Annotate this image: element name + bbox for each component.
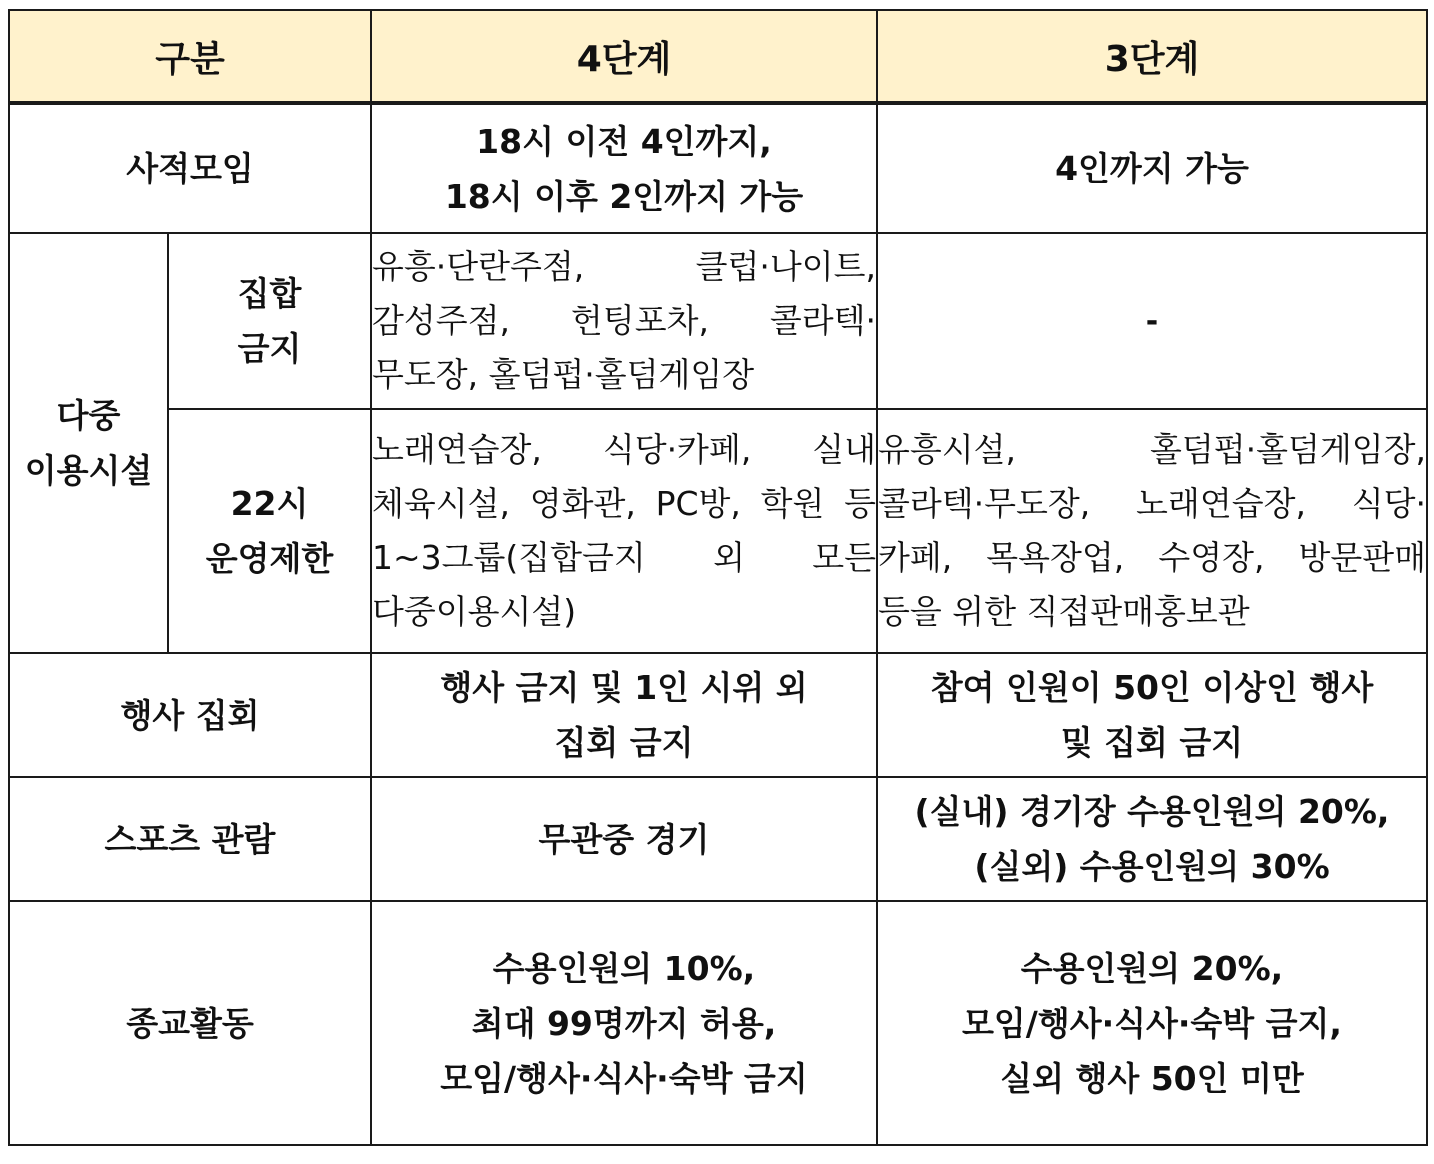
- label-limit22: [168, 409, 371, 653]
- text-line: 수용인원의 20%,: [1020, 948, 1284, 988]
- text-line: 18시 이후 2인까지 가능: [444, 176, 804, 216]
- row-private-gathering: [9, 103, 1427, 233]
- ban-level3: -: [877, 233, 1427, 409]
- private-gathering-level4: [371, 103, 877, 233]
- text-line: (실외) 수용인원의 30%: [974, 847, 1330, 886]
- text-line: 행사 금지 및 1인 시위 외: [440, 668, 808, 707]
- label-multi-use: [9, 233, 168, 653]
- text-line: 22시: [230, 484, 309, 523]
- text-line: 모임/행사·식사·숙박 금지,: [962, 1003, 1342, 1043]
- text-line: 카페, 목욕장업, 수영장, 방문판매: [878, 538, 1426, 577]
- limit22-level4: [371, 409, 877, 653]
- text-line: 콜라텍·무도장, 노래연습장, 식당·: [878, 484, 1426, 523]
- text-line: 금지: [237, 329, 302, 368]
- label-sports: 스포츠 관람: [9, 777, 371, 901]
- text-line: 1~3그룹(집합금지 외 모든: [372, 538, 876, 577]
- header-category: 구분: [9, 10, 371, 103]
- header-level4: 4단계: [371, 10, 877, 103]
- text-line: 집회 금지: [554, 723, 694, 762]
- text-line: 모임/행사·식사·숙박 금지: [440, 1058, 808, 1098]
- row-multi-use-ban: [9, 233, 1427, 409]
- events-level3: [877, 653, 1427, 777]
- label-ban: [168, 233, 371, 409]
- label-religion: 종교활동: [9, 901, 371, 1145]
- text-line: 및 집회 금지: [1060, 723, 1244, 762]
- sports-level4: 무관중 경기: [371, 777, 877, 901]
- ban-level4: [371, 233, 877, 409]
- text-line: 등을 위한 직접판매홍보관: [878, 592, 1250, 631]
- label-events: 행사 집회: [9, 653, 371, 777]
- text-line: 18시 이전 4인까지,: [476, 121, 772, 161]
- row-multi-use-limit22: [9, 409, 1427, 653]
- text-line: 체육시설, 영화관, PC방, 학원 등: [372, 484, 876, 523]
- header-row: [9, 10, 1427, 103]
- text-line: 다중이용시설): [372, 592, 577, 631]
- text-line: 이용시설: [24, 451, 153, 490]
- text-line: 유흥시설, 홀덤펍·홀덤게임장,: [878, 430, 1426, 469]
- text-line: 최대 99명까지 허용,: [471, 1003, 777, 1043]
- text-line: 집합: [237, 274, 302, 313]
- distancing-rules-table: [8, 9, 1428, 1146]
- text-line: 유흥·단란주점, 클럽·나이트,: [372, 247, 876, 286]
- text-line: 운영제한: [205, 539, 334, 578]
- text-line: 수용인원의 10%,: [492, 948, 756, 988]
- religion-level3: [877, 901, 1427, 1145]
- text-line: 무도장, 홀덤펍·홀덤게임장: [372, 355, 755, 394]
- row-events: [9, 653, 1427, 777]
- text-line: 노래연습장, 식당·카페, 실내: [372, 430, 876, 469]
- events-level4: [371, 653, 877, 777]
- sports-level3: [877, 777, 1427, 901]
- religion-level4: [371, 901, 877, 1145]
- text-line: (실내) 경기장 수용인원의 20%,: [914, 792, 1390, 831]
- private-gathering-level3: 4인까지 가능: [877, 103, 1427, 233]
- row-sports: [9, 777, 1427, 901]
- row-religion: [9, 901, 1427, 1145]
- text-line: 다중: [56, 396, 121, 435]
- text-line: 실외 행사 50인 미만: [1000, 1058, 1304, 1098]
- text-line: 감성주점, 헌팅포차, 콜라텍·: [372, 301, 876, 340]
- limit22-level3: [877, 409, 1427, 653]
- text-line: 참여 인원이 50인 이상인 행사: [930, 668, 1374, 707]
- header-level3: 3단계: [877, 10, 1427, 103]
- label-private-gathering: 사적모임: [9, 103, 371, 233]
